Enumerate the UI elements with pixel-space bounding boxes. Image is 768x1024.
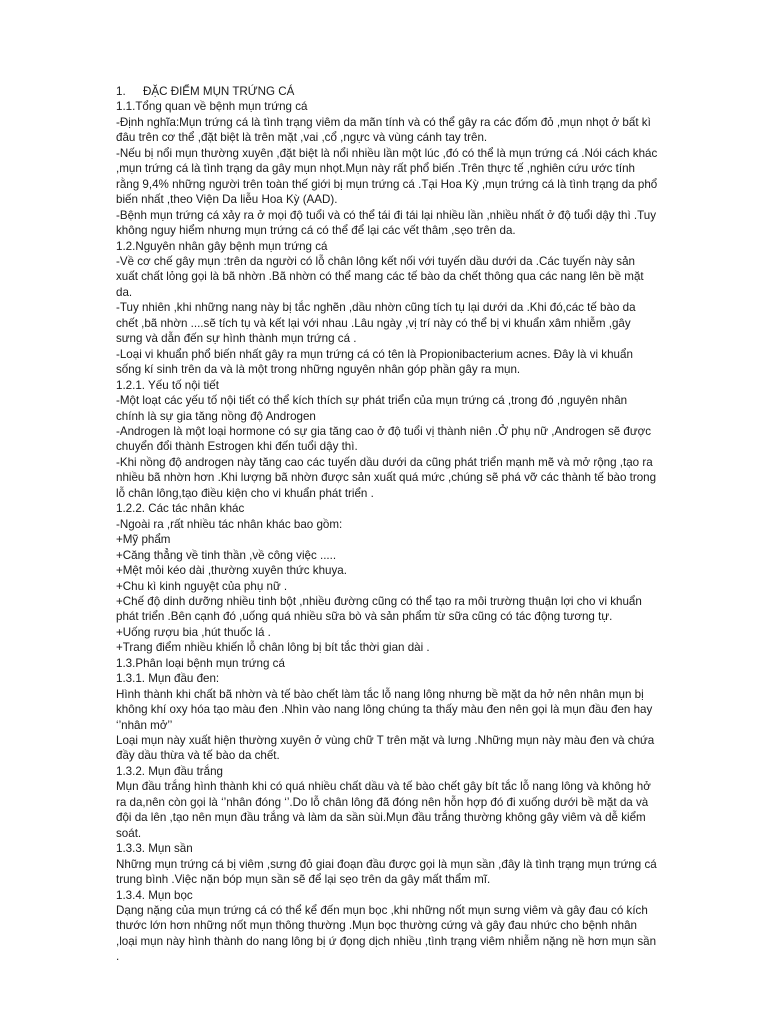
heading-number: 1. bbox=[116, 85, 126, 98]
paragraph: Dạng nặng của mụn trứng cá có thể kể đến mụn bọc ,khi những nốt mụn sưng viêm và gây đau có kích thước lớn hơn những nốt mụn thông thường .Mụn bọc thường cứng và gây đau nhức cho bệnh nhân ,loại mụn này hình thành do nang lông bị ứ đọng dịch nhiều ,tình trạng viêm nhiễm nặng nề hơn mụn sần . bbox=[116, 904, 657, 964]
paragraph: Loại mụn này xuất hiện thường xuyên ở vùng chữ T trên mặt và lưng .Những mụn này màu đen và chứa đầy dầu thừa và tế bào da chết. bbox=[116, 734, 655, 763]
subheading-1-2-1: 1.2.1. Yếu tố nội tiết bbox=[116, 378, 219, 392]
list-item: +Chu kì kinh nguyệt của phụ nữ . bbox=[116, 579, 288, 593]
paragraph: Mụn đầu trắng hình thành khi có quá nhiều chất dầu và tế bào chết gây bít tắc lỗ nang lông và không hở ra da,nên còn gọi là ‘’nhân đóng ‘’.Do lỗ chân lông đã đóng nên hỗn hợp đó đi xuống dưới bề mặt da và đội da lên ,tạo nên mụn đầu trắng và làm da sần sùi.Mụn đầu trắng thường không gây viêm và dễ kiểm soát. bbox=[116, 780, 651, 840]
list-item: +Mệt mỏi kéo dài ,thường xuyên thức khuya. bbox=[116, 564, 347, 578]
paragraph: -Về cơ chế gây mụn :trên da người có lỗ chân lông kết nối với tuyến dầu dưới da .Các tuyến này sản xuất chất lỏng gọi là bã nhờn .Bã nhờn có thể mang các tế bào da chết thông qua các nang lên bề mặt da. bbox=[116, 254, 644, 299]
list-item: +Chế độ dinh dưỡng nhiều tinh bột ,nhiều đường cũng có thể tạo ra môi trường thuận lợi cho vi khuẩn phát triển .Bên cạnh đó ,uống quá nhiều sữa bò và sản phẩm từ sữa cũng có tác động tương tự. bbox=[116, 594, 642, 624]
subheading-1-3-4: 1.3.4. Mụn bọc bbox=[116, 888, 193, 902]
paragraph: -Khi nồng độ androgen này tăng cao các tuyến dầu dưới da cũng phát triển mạnh mẽ và mở rộng ,tạo ra nhiều bã nhờn hơn .Khi lượng bã nhờn được sản xuất quá mức ,chúng sẽ phá vỡ các thành tế bào trong lỗ chân lông,tạo điều kiện cho vi khuẩn phát triển . bbox=[116, 455, 657, 500]
subheading-1-3-3: 1.3.3. Mụn sần bbox=[116, 842, 193, 856]
document-body bbox=[116, 84, 658, 965]
paragraph: -Androgen là một loại hormone có sự gia tăng cao ở độ tuổi vị thành niên .Ở phụ nữ ,Androgen sẽ được chuyển đổi thành Estrogen khi đến tuổi dậy thì. bbox=[116, 424, 652, 454]
subheading-1-1: 1.1.Tổng quan về bệnh mụn trứng cá bbox=[116, 100, 308, 114]
paragraph: -Một loạt các yếu tố nội tiết có thể kích thích sự phát triển của mụn trứng cá ,trong đó ,nguyên nhân chính là sự gia tăng nồng độ Androgen bbox=[116, 394, 628, 423]
paragraph: -Bệnh mụn trứng cá xảy ra ở mọi độ tuổi và có thể tái đi tái lại nhiều lần ,nhiều nhất ở độ tuổi dậy thì .Tuy không nguy hiểm nhưng mụn trứng cá có thể để lại các vết thâm ,sẹo trên da. bbox=[116, 208, 657, 238]
subheading-1-3-1: 1.3.1. Mụn đầu đen: bbox=[116, 672, 220, 686]
paragraph: Hình thành khi chất bã nhờn và tế bào chết làm tắc lỗ nang lông nhưng bề mặt da hở nên nhân mụn bị không khí oxy hóa tạo màu đen .Nhìn vào nang lông chúng ta thấy màu đen nên gọi là mụn đầu đen hay ‘’nhân mở’’ bbox=[116, 687, 653, 732]
list-item: +Uống rượu bia ,hút thuốc lá . bbox=[116, 625, 271, 639]
list-item: +Trang điểm nhiều khiến lỗ chân lông bị bít tắc thời gian dài . bbox=[116, 641, 430, 655]
subheading-1-3-2: 1.3.2. Mụn đầu trắng bbox=[116, 764, 223, 778]
list-item: +Mỹ phẩm bbox=[116, 533, 171, 547]
heading-1 bbox=[116, 84, 658, 99]
heading-text: ĐẶC ĐIỂM MỤN TRỨNG CÁ bbox=[143, 85, 295, 98]
subheading-1-3: 1.3.Phân loại bệnh mụn trứng cá bbox=[116, 656, 285, 670]
paragraph: -Định nghĩa:Mụn trứng cá là tình trạng viêm da mãn tính và có thể gây ra các đốm đỏ ,mụn nhọt ở bất kì đâu trên cơ thể ,đặt biệt là trên mặt ,vai ,cổ ,ngực và vùng cánh tay trên. bbox=[116, 115, 651, 145]
paragraph: Những mụn trứng cá bị viêm ,sưng đỏ giai đoạn đầu được gọi là mụn sần ,đây là tình trạng mụn trứng cá trung bình .Việc nặn bóp mụn sần sẽ để lại sẹo trên da gây mất thẩm mĩ. bbox=[116, 857, 657, 887]
subheading-1-2: 1.2.Nguyên nhân gây bệnh mụn trứng cá bbox=[116, 239, 328, 253]
paragraph: -Tuy nhiên ,khi những nang này bị tắc nghẽn ,dầu nhờn cũng tích tụ lại dưới da .Khi đó,các tế bào da chết ,bã nhờn ....sẽ tích tụ và kết lại với nhau .Lâu ngày ,vị trí này có thể bị vi khuẩn xâm nhiễm ,gây sưng và dẫn đến sự hình thành mụn trứng cá . bbox=[116, 301, 636, 346]
list-item: +Căng thẳng về tinh thần ,về công việc ..... bbox=[116, 548, 337, 562]
paragraph: -Loại vi khuẩn phổ biến nhất gây ra mụn trứng cá có tên là Propionibacterium acnes. Đây là vi khuẩn sống kí sinh trên da và là một trong những nguyên nhân góp phần gây ra mụn. bbox=[116, 347, 633, 377]
paragraph: -Ngoài ra ,rất nhiều tác nhân khác bao gồm: bbox=[116, 517, 343, 531]
subheading-1-2-2: 1.2.2. Các tác nhân khác bbox=[116, 502, 245, 516]
paragraph: -Nếu bị nổi mụn thường xuyên ,đặt biệt là nổi nhiều lần một lúc ,đó có thể là mụn trứng cá .Nói cách khác ,mụn trứng cá là tình trạng da gây mụn nhọt.Mụn này rất phổ biến .Trên thực tế ,nghiên cứu ước tính rằng 9,4% những người trên toàn thế giới bị mụn trứng cá .Tại Hoa Kỳ ,mụn trứng cá là tình trạng da phổ biến nhất ,theo Viện Da liễu Hoa Kỳ (AAD). bbox=[116, 146, 658, 207]
